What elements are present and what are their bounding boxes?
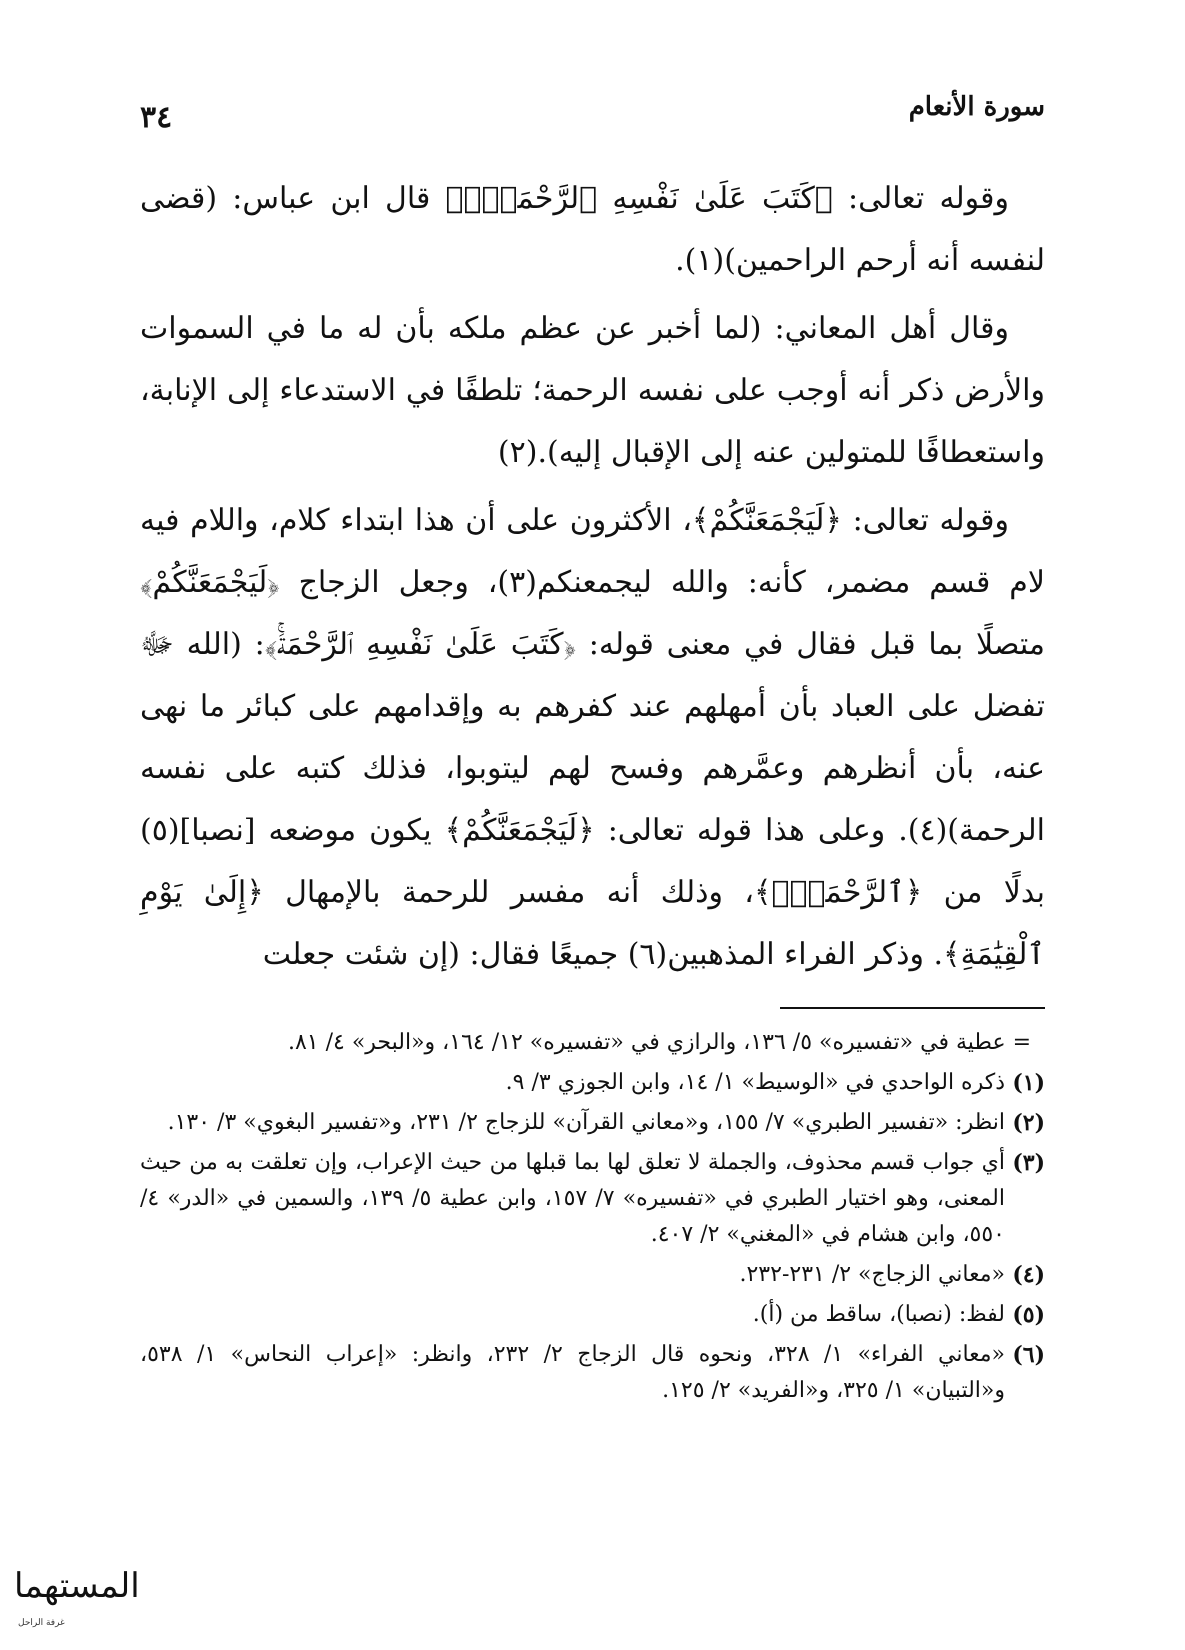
surah-title: سورة الأنعام bbox=[908, 92, 1045, 122]
watermark-logo bbox=[14, 1560, 140, 1630]
footnote-text: أي جواب قسم محذوف، والجملة لا تعلق لها بما قبلها من حيث الإعراب، وإن تعلقت به من حيث المعنى، وهو اختيار الطبري في «تفسيره» ٧/ ١٥٧، وابن عطية ٥/ ١٣٩، والسمين في «الدر» ٤/ ٥٥٠، وابن هشام في «المغني» ٢/ ٤٠٧. bbox=[140, 1150, 1005, 1247]
footnote-number: (٤) bbox=[1012, 1262, 1045, 1288]
page-header bbox=[140, 92, 1045, 142]
footnote-6 bbox=[140, 1337, 1045, 1409]
main-text bbox=[140, 168, 1045, 992]
footnote-number: (٥) bbox=[1012, 1302, 1045, 1328]
footnote-1 bbox=[140, 1065, 1045, 1101]
footnote-text: لفظ: (نصبا)، ساقط من (أ). bbox=[752, 1302, 1005, 1327]
page-number: ٣٤ bbox=[140, 100, 173, 135]
footnote-number: (١) bbox=[1012, 1070, 1045, 1096]
paragraph-3: وقوله تعالى: ﴿لَيَجْمَعَنَّكُمْ﴾، الأكثرون على أن هذا ابتداء كلام، واللام فيه لام قسم مضمر، كأنه: والله ليجمعنكم(٣)، وجعل الزجاج ﴿لَيَجْمَعَنَّكُمْ﴾ متصلًا بما قبل فقال في معنى قوله: ﴿كَتَبَ عَلَىٰ نَفْسِهِ ٱلرَّحْمَةَۚ﴾: (الله ﷻ تفضل على العباد بأن أمهلهم عند كفرهم به وإقدامهم على كبائر ما نهى عنه، بأن أنظرهم وعمَّرهم وفسح لهم ليتوبوا، فذلك كتبه على نفسه الرحمة)(٤). وعلى هذا قوله تعالى: ﴿لَيَجْمَعَنَّكُمْ﴾ يكون موضعه [نصبا](٥) بدلًا من ﴿ٱلرَّحْمَةَۚ﴾، وذلك أنه مفسر للرحمة بالإمهال ﴿إِلَىٰ يَوْمِ ٱلْقِيَٰمَةِ﴾. وذكر الفراء المذهبين(٦) جميعًا فقال: (إن شئت جعلت bbox=[140, 503, 1045, 972]
footnote-text: انظر: «تفسير الطبري» ٧/ ١٥٥، و«معاني القرآن» للزجاج ٢/ ٢٣١، و«تفسير البغوي» ٣/ ١٣٠. bbox=[167, 1110, 1005, 1135]
paragraph-1: وقوله تعالى: ﴿كَتَبَ عَلَىٰ نَفْسِهِ ٱلرَّحْمَةَۚ﴾ قال ابن عباس: (قضى لنفسه أنه أرحم الراحمين)(١). bbox=[140, 181, 1045, 278]
footnote-number: (٢) bbox=[1012, 1110, 1045, 1136]
footnote-text: «معاني الزجاج» ٢/ ٢٣١-٢٣٢. bbox=[739, 1262, 1005, 1287]
footnote-4 bbox=[140, 1257, 1045, 1293]
footnote-3 bbox=[140, 1145, 1045, 1253]
footnote-number: (٣) bbox=[1012, 1150, 1045, 1176]
footnote-divider bbox=[780, 1007, 1045, 1009]
footnote-text: «معاني الفراء» ١/ ٣٢٨، ونحوه قال الزجاج ٢/ ٢٣٢، وانظر: «إعراب النحاس» ١/ ٥٣٨، و«التبيان» ١/ ٣٢٥، و«الفريد» ٢/ ١٢٥. bbox=[140, 1342, 1006, 1403]
footnote-5 bbox=[140, 1297, 1045, 1333]
footnotes bbox=[140, 1025, 1045, 1413]
paragraph-2: وقال أهل المعاني: (لما أخبر عن عظم ملكه بأن له ما في السموات والأرض ذكر أنه أوجب على نفسه الرحمة؛ تلطفًا في الاستدعاء إلى الإنابة، واستعطافًا للمتولين عنه إلى الإقبال إليه).(٢) bbox=[140, 311, 1045, 470]
footnote-2 bbox=[140, 1105, 1045, 1141]
watermark-logo-text: المستهما bbox=[14, 1566, 140, 1606]
watermark-logo-subtext: غرفة الراحل bbox=[18, 1618, 65, 1628]
footnote-text: ذكره الواحدي في «الوسيط» ١/ ١٤، وابن الجوزي ٣/ ٩. bbox=[505, 1070, 1005, 1095]
footnote-number: (٦) bbox=[1012, 1342, 1045, 1368]
footnote-continuation: = عطية في «تفسيره» ٥/ ١٣٦، والرازي في «تفسيره» ١٢/ ١٦٤، و«البحر» ٤/ ٨١. bbox=[287, 1030, 1031, 1055]
